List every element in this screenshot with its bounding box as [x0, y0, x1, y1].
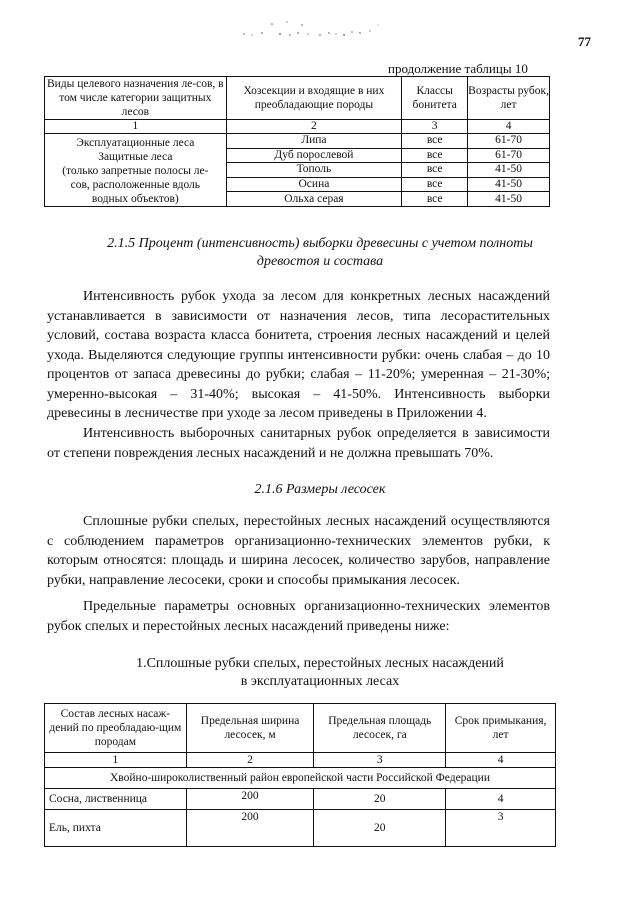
- paragraph-parameters: Предельные параметры основных организационно-технических элементов рубок спелых и перестойных лесных насаждений приведены ниже:: [47, 599, 550, 634]
- age-cell: 41-50: [468, 192, 550, 207]
- species-cell: Липа: [226, 134, 402, 149]
- cutting-parameters-table: [44, 703, 556, 847]
- header-cell: Возрасты рубок, лет: [468, 77, 550, 120]
- term-cell: 3: [446, 810, 556, 847]
- age-cell: 41-50: [468, 177, 550, 192]
- heading-line: 2.1.5 Процент (интенсивность) выборки древесины с учетом полноты: [107, 236, 533, 251]
- paragraph-intensity: Интенсивность рубок ухода за лесом для конкретных лесных насаждений устанавливается в зависимости от назначения лесов, типа лесорастительных условий, состава возраста класса бонитета, строения лесных насаждений и целей ухода. Выделяются следующие группы интенсивности рубки: очень слабая – до 10 процентов от запаса древесины до рубки; слабая – 11-20%; умеренная – 21-30%; умеренно-высокая – 31-40%; высокая – 41-50%. Интенсивность выборки древесины в лесничестве при уходе за лесом приведены в Приложении 4.: [47, 289, 550, 421]
- title-line: в эксплуатационных лесах: [240, 674, 400, 689]
- class-cell: все: [402, 148, 468, 163]
- column-number: 2: [226, 120, 402, 134]
- header-cell: Хозсекции и входящие в них преобладающие породы: [226, 77, 402, 120]
- term-cell: 4: [446, 789, 556, 810]
- region-cell: Хвойно-широколиственный район европейской части Российской Федерации: [45, 768, 556, 789]
- class-cell: все: [402, 163, 468, 178]
- column-number: 1: [45, 120, 227, 134]
- area-cell: 20: [314, 810, 446, 847]
- table-header-row: [45, 77, 550, 120]
- section-heading-2-1-6: 2.1.6 Размеры лесосек: [254, 482, 386, 497]
- species-cell: Ель, пихта: [45, 810, 187, 847]
- column-number-row: [45, 120, 550, 134]
- forest-category-cell: [45, 134, 227, 207]
- paragraph-sanitary: Интенсивность выборочных санитарных рубок определяется в зависимости от степени повреждения лесных насаждений и не должна превышать 70%.: [47, 426, 550, 461]
- category-line: (только запретные полосы ле-: [62, 165, 209, 177]
- column-number: 2: [186, 753, 314, 768]
- species-cell: Тополь: [226, 163, 402, 178]
- column-number: 4: [468, 120, 550, 134]
- header-cell: Предельная ширина лесосек, м: [186, 704, 314, 753]
- table-row: [45, 134, 550, 149]
- class-cell: все: [402, 177, 468, 192]
- class-cell: все: [402, 192, 468, 207]
- category-line: водных объектов): [91, 193, 179, 205]
- age-cell: 61-70: [468, 134, 550, 149]
- column-number: 1: [45, 753, 187, 768]
- table-continuation-label: продолжение таблицы 10: [388, 61, 528, 76]
- region-row: [45, 768, 556, 789]
- column-number-row: [45, 753, 556, 768]
- category-line: Защитные леса: [98, 151, 173, 163]
- scan-noise: [232, 18, 392, 42]
- category-line: сов, расположенные вдоль: [70, 179, 201, 191]
- age-cell: 61-70: [468, 148, 550, 163]
- title-line: 1.Сплошные рубки спелых, перестойных лесных насаждений: [136, 656, 504, 671]
- category-line: Эксплуатационные леса: [76, 137, 195, 149]
- species-cell: Осина: [226, 177, 402, 192]
- table-header-row: [45, 704, 556, 753]
- section-heading-2-1-5: [60, 235, 580, 271]
- class-cell: все: [402, 134, 468, 149]
- width-cell: 200: [186, 789, 314, 810]
- species-cell: Дуб порослевой: [226, 148, 402, 163]
- age-cell: 41-50: [468, 163, 550, 178]
- column-number: 4: [446, 753, 556, 768]
- header-cell: Срок примыкания, лет: [446, 704, 556, 753]
- table-row: [45, 810, 556, 847]
- header-cell: Состав лесных насаж-дений по преобладаю-щим породам: [45, 704, 187, 753]
- table-10: [44, 76, 550, 207]
- column-number: 3: [314, 753, 446, 768]
- page-number: 77: [578, 34, 591, 49]
- header-cell: Виды целевого назначения ле-сов, в том числе категории защитных лесов: [45, 77, 227, 120]
- heading-line: древостоя и состава: [256, 254, 384, 269]
- table-row: [45, 789, 556, 810]
- header-cell: Классы бонитета: [402, 77, 468, 120]
- species-cell: Ольха серая: [226, 192, 402, 207]
- column-number: 3: [402, 120, 468, 134]
- species-cell: Сосна, лиственница: [45, 789, 187, 810]
- area-cell: 20: [314, 789, 446, 810]
- header-cell: Предельная площадь лесосек, га: [314, 704, 446, 753]
- paragraph-clear-cutting: Сплошные рубки спелых, перестойных лесных насаждений осуществляются с соблюдением параметров организационно-технических элементов рубки, к которым относятся: площадь и ширина лесосек, количество зарубов, направление рубки, направление лесосеки, сроки и способы примыкания лесосек.: [47, 514, 550, 588]
- width-cell: 200: [186, 810, 314, 847]
- table-title: [60, 655, 580, 691]
